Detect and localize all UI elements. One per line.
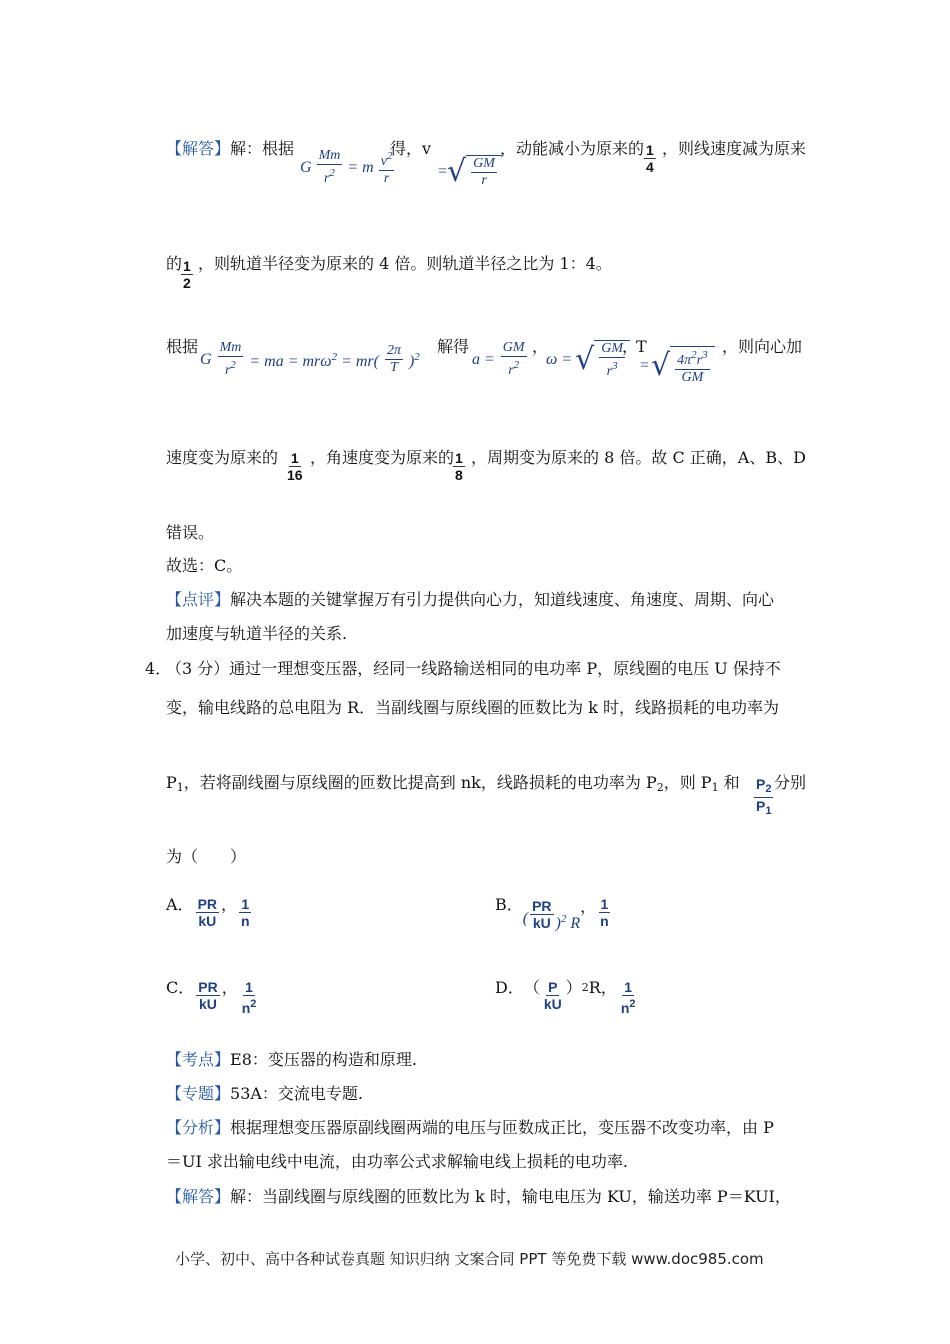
formula-centripetal-chain: G $\frac{Mm}{r^2}$ = ma = mrω$^2$ = mr( $\frac{2\pi}{T}$ )$^2$ <box>200 340 420 378</box>
sol3-line1-b: 得，v <box>390 139 432 158</box>
q4-line2: 变，输电线路的总电阻为 R．当副线圈与原线圈的匝数比为 k 时，线路损耗的电功率为 <box>166 698 780 717</box>
option-b[interactable]: B． ( $\frac{PR}{kU}$ )$^2$ R ， $\frac{1}{n}$ <box>495 895 609 932</box>
q4-fenxi: 【分析】根据理想变压器原副线圈两端的电压与匝数成正比，变压器不改变功率，由 P <box>166 1118 774 1137</box>
sol3-comment: 【点评】解决本题的关键掌握万有引力提供向心力，知道线速度、角速度、周期、向心 <box>166 590 775 609</box>
kaodian-tag: 【考点】 <box>166 1050 231 1069</box>
frac-1-16: $\frac{1}{16}$ <box>287 450 303 483</box>
sol3-comment-2: 加速度与轨道半径的关系. <box>166 624 348 643</box>
q4-kaodian: 【考点】E8：变压器的构造和原理. <box>166 1050 417 1069</box>
formula-gravitation-velocity: G $\frac{Mm}{r^2}$ = m $\frac{v^2}{r}$ <box>300 148 393 186</box>
sol3-line3-e: T <box>636 337 647 356</box>
sol3-line4: 速度变为原来的 <box>166 448 279 467</box>
q4-zhuanti: 【专题】53A：交流电专题. <box>166 1084 364 1103</box>
sol3-line3-b: 解得 <box>437 337 470 356</box>
sol3-line2: 的 <box>166 254 183 273</box>
q4-jieda: 【解答】解：当副线圈与原线圈的匝数比为 k 时，输电电压为 KU，输送功率 P＝KUI， <box>166 1187 791 1206</box>
q4-line1: （3 分）通过一理想变压器，经同一线路输送相同的电功率 P，原线圈的电压 U 保持不 <box>166 659 781 678</box>
q4-line3: $P_1$，若将副线圈与原线圈的匝数比提高到 nk，线路损耗的电功率为 $P_2$，则 $P_1$ 和 <box>166 773 740 794</box>
sol3-line3-c: ， <box>532 337 549 356</box>
option-a[interactable]: A． $\frac{PR}{kU}$ ， $\frac{1}{n}$ <box>166 895 250 929</box>
formula-T: = √ $\frac{4\pi^2r^3}{GM}$ <box>640 346 715 386</box>
zhuanti-tag: 【专题】 <box>166 1084 231 1103</box>
formula-v-sqrt: = √ $\frac{GM}{r}$ <box>438 155 502 189</box>
q4-line4: 为（ ） <box>166 847 247 866</box>
frac-1-8: $\frac{1}{8}$ <box>455 450 463 483</box>
q4-number: 4． <box>145 659 172 678</box>
frac-1-4: $\frac{1}{4}$ <box>646 142 654 175</box>
sol3-line4-c: ，周期变为原来的 8 倍。故 C 正确，A、B、D <box>471 448 806 467</box>
option-d[interactable]: D． （ $\frac{P}{kU}$ ） 2 R， $\frac{1}{n^2}$ <box>495 978 636 1016</box>
sol3-answer: 故选：C。 <box>166 556 243 575</box>
frac-p2-p1: $\frac{P_2}{P_1}$ <box>756 776 772 817</box>
dianping-tag: 【点评】 <box>166 590 231 609</box>
sol3-line3: 根据 <box>166 337 199 356</box>
sol3-line5: 错误。 <box>166 523 215 542</box>
sol3-line1-d: ，则线速度减为原来 <box>662 139 807 158</box>
sol3-line4-b: ，角速度变为原来的 <box>310 448 455 467</box>
sol3-line3-f: ，则向心加 <box>722 337 803 356</box>
q4-fenxi-2: ＝UI 求出输电线中电流，由功率公式求解输电线上损耗的电功率. <box>166 1152 628 1171</box>
jieda-tag: 【解答】 <box>166 139 231 158</box>
jieda-tag-q4: 【解答】 <box>166 1187 231 1206</box>
sol3-line3-d: ， <box>622 337 639 356</box>
sol3-line1-c: ，动能减小为原来的 <box>500 139 645 158</box>
formula-a: a = $\frac{GM}{r^2}$ <box>472 340 525 378</box>
q4-line3-e: 分别 <box>774 773 807 792</box>
frac-1-2: $\frac{1}{2}$ <box>183 258 191 291</box>
sol3-line2-b: ，则轨道半径变为原来的 4 倍。则轨道半径之比为 1：4。 <box>198 254 612 273</box>
option-c[interactable]: C． $\frac{PR}{kU}$ ， $\frac{1}{n^2}$ <box>166 978 257 1016</box>
page-footer[interactable]: 小学、初中、高中各种试卷真题 知识归纳 文案合同 PPT 等免费下载 www.doc985.com <box>175 1250 764 1268</box>
sol3-line1: 【解答】解：根据 <box>166 139 295 158</box>
formula-omega: ω = √ $\frac{GM}{r^3}$ <box>546 340 630 380</box>
fenxi-tag: 【分析】 <box>166 1118 231 1137</box>
